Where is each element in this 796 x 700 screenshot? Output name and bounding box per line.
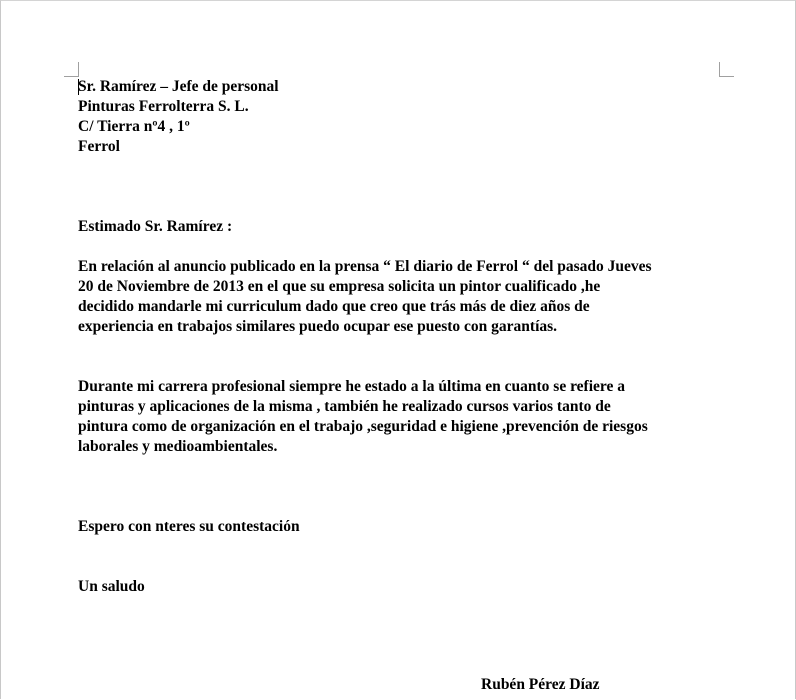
recipient-name: Sr. Ramírez – Jefe de personal — [78, 78, 279, 95]
recipient-company: Pinturas Ferrolterra S. L. — [78, 98, 249, 115]
paragraph-1-line: 20 de Noviembre de 2013 en el que su empresa solicita un pintor cualificado ,he — [78, 278, 601, 295]
recipient-block — [78, 77, 738, 157]
paragraph-2-line: laborales y medioambientales. — [78, 438, 278, 455]
margin-corner-top-left — [64, 62, 79, 77]
recipient-city: Ferrol — [78, 138, 120, 155]
paragraph-2-line: pintura como de organización en el trabajo ,seguridad e higiene ,prevención de riesgos — [78, 418, 648, 435]
greeting: Estimado Sr. Ramírez : — [78, 218, 233, 235]
salutation: Un saludo — [78, 578, 145, 595]
paragraph-2-line: pinturas y aplicaciones de la misma , también he realizado cursos varios tanto de — [78, 398, 611, 415]
letter-body[interactable] — [78, 77, 738, 597]
margin-corner-top-right — [719, 62, 734, 77]
signature: Rubén Pérez Díaz — [481, 676, 600, 693]
paragraph-2-line: Durante mi carrera profesional siempre he estado a la última en cuanto se refiere a — [78, 378, 626, 395]
paragraph-1-line: experiencia en trabajos similares puedo ocupar ese puesto con garantías. — [78, 318, 558, 335]
closing-line: Espero con nteres su contestación — [78, 518, 300, 535]
recipient-address: C/ Tierra nº4 , 1º — [78, 118, 190, 135]
paragraph-1 — [78, 257, 738, 337]
paragraph-2 — [78, 377, 738, 457]
paragraph-1-line: decidido mandarle mi curriculum dado que creo que trás más de diez años de — [78, 298, 590, 315]
paragraph-1-line: En relación al anuncio publicado en la prensa “ El diario de Ferrol “ del pasado Jueves — [78, 258, 652, 275]
